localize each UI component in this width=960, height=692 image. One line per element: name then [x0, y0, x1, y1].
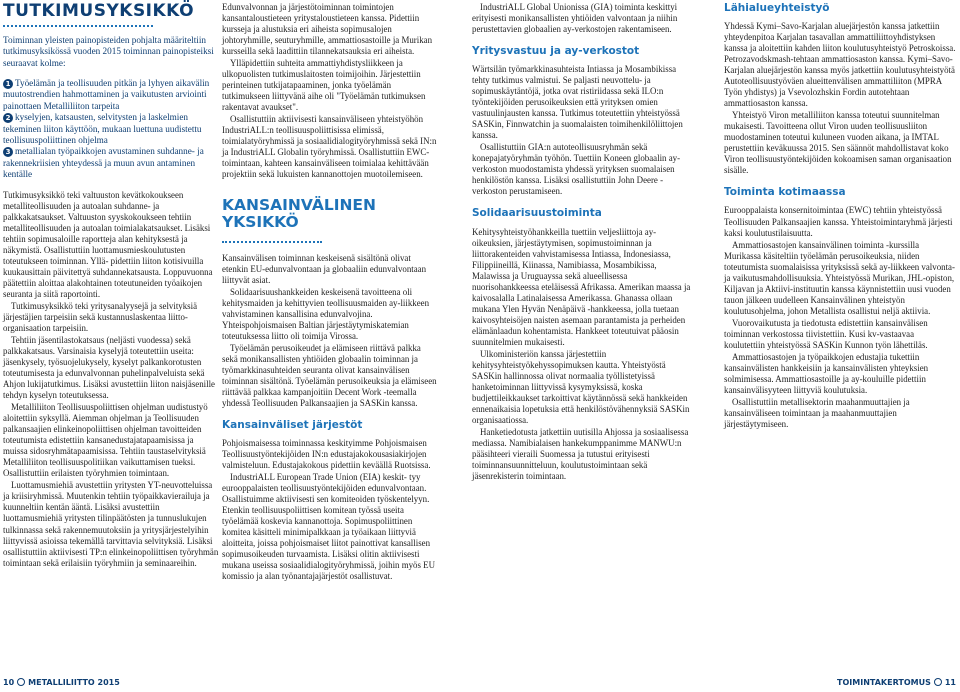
circle-icon [934, 678, 942, 686]
intro-block [3, 35, 219, 190]
subheading-corporate-responsibility: Yritysvastuu ja ay-verkostot [472, 45, 640, 58]
body-paragraph: Vuorovaikutusta ja tiedotusta edistettiin kansainvälisen toiminnan verkostossa tiivistettiin. Kusi kv-vastaavaa koulutettiin yhteistyössä SASKin Kunnon työn lähettiläs. [724, 317, 928, 350]
body-paragraph: IndustriALL Global Unionissa (GIA) toiminta keskittyi erityisesti monikansallisten yhtiöiden valvontaan ja niihin perustettavien globaalien ay-verkostojen rakentamiseen. [472, 2, 678, 35]
footer-left [3, 678, 120, 687]
body-paragraph: Työelämän perusoikeudet ja elämiseen riittävä palkka sekä monikansallisten yhtiöiden globaalin toiminnan ja työmarkkinasuhteiden seuranta olivat kansainvälisen toiminnan sisältönä. Työelämän perusoikeuksia ja elämiseen riittävää palkkaa kampanjoitiin Decent Work -teemalla yhdessä Teollisuuden Palkansaajien ja SASKin kanssa. [222, 342, 437, 408]
body-paragraph: Ulkoministeriön kanssa järjestettiin kehitysyhteistyökehyssopimuksen kautta. Yhteistyöstä SASKin hallinnossa olivat normaalia työllistetyissä hanketoiminnan liittyvissä kysymyksissä, koska budjettileikkaukset tarkoittivat käytännössä sekä hankkeiden ennenaikaisia lopetuksia että henkilöstövähennyksiä SASKin organisaatiossa. [472, 348, 690, 426]
body-paragraph: Kansainvälisen toiminnan keskeisenä sisältönä olivat etenkin EU-edunvalvontaan ja globaaliin edunvalvontaan liittyvät asiat. [222, 252, 427, 285]
priority-item-3: 3 metallialan työpaikkojen avustaminen suhdanne- ja rakennekriisien yhteydessä ja muun avun antaminen kentälle [3, 146, 204, 180]
column-1 [3, 2, 219, 570]
section-divider [222, 241, 322, 243]
body-paragraph: Hanketiedotusta jatkettiin uutisilla Ahjossa ja sosiaalisessa mediassa. Namibialaisen hankekumppanimme MANWU:n pääsihteeri vieraili Suomessa ja tutustui erityisesti toiminnansuunnitteluun, koulutustoimintaan sekä jäsenrekisterin toimintaan. [472, 427, 689, 482]
footer-report-title: TOIMINTAKERTOMUS [837, 678, 931, 687]
body-paragraph: Edunvalvonnan ja järjestötoiminnan toimintojen kansantaloustieteen yritystaloustieteen kanssa. Pidettiin kursseja ja alustuksia eri aiheista sopimusalojen johtoryhmille, seuturyhmille, ammattiosastoille ja Murikan kursseilla sekä laadittiin tilannekatsauksia eri aiheista. [222, 2, 433, 57]
page-number-left: 10 [3, 678, 15, 687]
body-paragraph: IndustriALL European Trade Union (EIA) keskit- tyy eurooppalaisten teollisuustyöntekijöiden edunvalvontaan. Osallistuimme aktiivisesti sen komiteoiden työskentelyyn. Etenkin teollisuuspoliittisen komitean työssä useita työelämää koskevia kannanottoja. Sopimuspoliittinen komitea käsitteli minimipalkkaan ja työaikaan liittyviä aloitteita, joissa pohjoismaiset liitot painottivat kansallisen sopimusoikeuden turvaamista. Lisäksi olitin aktiivisesti mukana useissa sosiaalidialogityöryhmissä, joihin myös EU komissio ja alan työnantajajärjestöt osallistuvat. [222, 472, 435, 582]
body-paragraph: Yhdessä Kymi–Savo-Karjalan aluejärjestön kanssa jatkettiin yhteydenpitoa Karjalan tasavallan ammattiliittoyhdistyksen kanssa ja aloitettiin kahden liiton koulutusyhteistyö Petroskoissa. Petrozavodskmash-tehtaan ammattiosaston kanssa. Kymi–Savo-Karjalan aluejärjestön kanssa myös jatkettiin koulutusyhteistyötä Autoteollisuustyöväen alueittenvälisen ammattiliiton (MPRA Työn yhdistys) ja Vsevolozhskin Fordin autotehtaan ammattiosaston kanssa. [724, 21, 956, 109]
page-number-right: 11 [944, 678, 956, 687]
subheading-domestic: Toiminta kotimaassa [724, 186, 846, 199]
body-paragraph: Tehtiin jäsentilastokatsaus (neljästi vuodessa) sekä palkkakatsaus. Varsinaisia kyselyjä toteutettiin useita: jäsenkysely, työsuojelukysely, kyselyt palkankorotusten toteutumisesta ja edunvalvonnan puhelinpalveluista sekä Ahjon lukijatutkimus. Lisäksi avustettiin liiton naisjäsenille tehdyn kyselyn toteutuksessa. [3, 334, 215, 401]
body-paragraph: Metalliliiton Teollisuuspoliittisen ohjelman uudistustyö aloitettiin syksyllä. Aiemman ohjelman ja Teollisuuden palkansaajien elinkeinopoliittisen ohjelman tavoitteiden toteutumista edistettiin kansanedustajatapaamisissa ja muissa sidosryhmätapaamisissa. Tehtiin taustaselvityksiä Metalliliiton teollisuuspolitiikan vaikuttamisen tueksi. Osallistuttiin erilaisten työryhmien toimintaan. [3, 402, 208, 479]
body-paragraph: Ammattiosastojen kansainvälinen toiminta -kurssilla Murikassa käsiteltiin työelämän perusoikeuksia, niiden toteutumista suomalaisissa yrityksissä sekä ay-liikkeen valvonta- ja vaikutusmahdollisuuksia. Yhteistyössä Murikan, JHL-opiston, Kiljavan ja Aktiivi-instituutin kanssa käynnistettiin uusi vuoden tauon jälkeen uudelleen Kansainvälinen yhteistyön koulutusohjelma, johon Metallista osallistui neljä aktiivia. [724, 239, 955, 316]
number-2-icon: 2 [3, 113, 13, 123]
body-paragraph: Osallistuttiin aktiivisesti kansainväliseen yhteistyöhön IndustriALL:n teollisuuspoliittisissa elimissä, toimialatyöryhmissä ja sosiaalidialogityöryhmissä sekä IN:n ja IndustriALL Globalin työryhmissä. Osallistuttiin EWC-toimintaan, kahteen kansainväliseen toimialaa kehittävään projektiin sekä lukuisten kannanottojen muotoilemiseen. [222, 114, 437, 180]
subheading-solidarity: Solidaarisuustoiminta [472, 207, 602, 220]
footer-right [837, 678, 956, 687]
subheading-organisations: Kansainväliset järjestöt [222, 419, 363, 432]
circle-icon [17, 678, 25, 686]
body-paragraph: Osallistuttiin metallisektorin maahanmuuttajien ja kansainväliseen toimintaan ja maahanmuuttajien järjestäytymiseen. [724, 397, 910, 430]
section-title-international: KANSAINVÄLINEN YKSIKKÖ [222, 195, 376, 231]
priority-item-2: 2 kyselyjen, katsausten, selvitysten ja laskelmien tekeminen liiton käyttöön, mukaan luettuna uudistettu teollisuuspoliittinen ohjelma [3, 112, 202, 145]
body-paragraph: Solidaarisuushankkeiden keskeisenä tavoitteena oli kehitysmaiden ja kehittyvien teollisuusmaiden ay-liikkeen vahvistaminen kansallisina edunvalvojina. Yhteispohjoismaisen Baltian järjestäytymiskatemian toteutuksessa liitto oli toimija Virossa. [222, 286, 430, 341]
number-3-icon: 3 [3, 147, 13, 157]
page-title: TUTKIMUSYKSIKKÖ [3, 1, 195, 21]
body-paragraph: Kehitysyhteistyöhankkeilla tuettiin veljesliittoja ay-oikeuksien, järjestäytymisen, sopimustoiminnan ja liittorakenteiden vahvistamisessa Intiassa, Indonesiassa, Filippiineillä, Kiinassa, Namibiassa, Mosambikissa, Malawissa ja Uruguayssa sekä alueellisessa nuorisohankkeessa eteläisessä Afrikassa. Amerikan maassa ja kaivosalalla Latinalaisessa Amerikassa. Ghanassa ollaan mukana Ylen Hyvän Nenäpäivä -hankkeessa, jolla tuetaan kaivosyhteisöjen naisten asemaan parantamista ja perheiden elämänlaadun kohentamista. Hankkeet toteutuivat pääosin suunnitelmien mukaisesti. [472, 226, 691, 347]
body-paragraph: Ammattiosastojen ja työpaikkojen edustajia tukettiin kansainvälisten hankkeisiin ja kansainvälisten yhteyksien solmimisessa. Ammattiosastoille ja ay-kouluille pidettiin kansainvälisyyteen liittyviä koulutuksia. [724, 351, 929, 395]
priority-item-1: 1 Työelämän ja teollisuuden pitkän ja lyhyen aikavälin muutostrendien hahmottaminen ja vaikutusten arviointi painottaen Metalliliiton tarpeita [3, 77, 210, 111]
intro-text: Toiminnan yleisten painopisteiden pohjalta määriteltiin tutkimusyksikössä vuoden 2015 toiminnan painopisteiksi seuraavat kolme: [3, 34, 214, 68]
column-4 [724, 2, 956, 431]
body-paragraph: Eurooppalaista konsernitoimintaa (EWC) tehtiin yhteistyössä Teollisuuden Palkansaajien kanssa. Yhteistoimintaryhmä järjesti kaksi koulutustilaisuutta. [724, 205, 953, 238]
subheading-regional-cooperation: Lähialueyhteistyö [724, 2, 830, 14]
column-3 [472, 2, 692, 483]
body-paragraph: Osallistuttiin GIA:n autoteollisuusryhmän sekä konepajatyöryhmän työhön. Tuettiin Koneen globaalin ay-verkoston muodostamista yhdessä yrityksen suomalaisen henkilöstön kanssa. Lisäksi osallistuttiin John Deere -verkoston perustamiseen. [472, 142, 681, 197]
body-paragraph: Wärtsilän työmarkkinasuhteista Intiassa ja Mosambikissa tehty tutkimus valmistui. Se paljasti neuvottelu- ja sopimuskäytäntöjä, jotka ovat ristiriidassa sekä ILO:n työntekijöiden perusoikeuksien että yrityksen omien vastuulinjausten kanssa. Tutkimus toteutettiin yhteistyössä SASKin, Finnwatchin ja suomalaisten toimihenkilöliittojen kanssa. [472, 64, 683, 141]
body-paragraph: Ylläpidettiin suhteita ammattiyhdistysliikkeen ja ulkopuolisten tutkimuslaitosten toimijoihin. Järjestettiin perinteinen tutkijatapaaminen, jonka työelämän tutkimukseen liittyvänä aihe oli "Työelämän tutkimuksen rakentavat avaukset". [222, 58, 426, 113]
number-1-icon: 1 [3, 79, 13, 89]
body-paragraph: Pohjoismaisessa toiminnassa keskityimme Pohjoismaisen Teollisuustyöntekijöiden IN:n edustajakokousasiakirjojen valmisteluun. Edustajakokous pidettiin keväällä Ruotsissa. [222, 438, 431, 471]
page-footer [0, 676, 960, 690]
body-paragraph: Yhteistyö Viron metalliliiton kanssa toteutui suunnitelman mukaisesti. Tavoitteena ollut Viron uuden teollisuusliiton muodostaminen toteutui kuluneen vuoden aikana, ja IMTAL perustettiin keväkuussa 2015. Sen säännöt mahdollistavat koko Viron teollisuustyöntekijöiden kokoamisen saman organisaation sisälle. [724, 110, 952, 176]
footer-publication: METALLILIITTO 2015 [28, 678, 120, 687]
column-2 [222, 2, 437, 583]
body-paragraph: Tutkimusyksikkö teki yritysanalyysejä ja selvityksiä järjestäjien tarpeisiin sekä kustannuslaskentaa liitto-organisaation tarpeisiin. [3, 300, 198, 333]
body-paragraph: Luottamusmiehiä avustettiin yritysten YT-neuvotteluissa ja kriisiryhmissä. Muutenkin tehtiin työpaikkavierailuja ja kuunneltiin kentän ääntä. Lisäksi avustettiin luottamusmiehiä yritysten tilinpäätösten ja tunnuslukujen tulkinnassa sekä rakennemuutoksiin ja yritysjärjestelyihin liittyvissä asioissa tekemällä tarvittavia selvityksiä. Lisäksi osallistuttiin aktiivisesti TP:n elinkeinopoliittisen työryhmän toimintaan sekä erilaisiin työryhmiin ja seminaareihin. [3, 480, 219, 568]
title-divider [3, 25, 153, 27]
body-paragraph: Tutkimusyksikkö teki valtuuston kevätkokoukseen metalliteollisuuden ja autoalan suhdanne- ja palkkakatsaukset. Valtuuston syyskokoukseen tehtiin metalliteollisuuden ja autoalan toimialakatsaukset. Lisäksi tehtiin sopimusaloille raportteja alan kehityksestä ja näkymistä. Osallistuttiin luottamusmieskoulutusten toteutukseen toiminnan. Yllä- pidettiin liiton kotisivuilla kuukausittain päivitettyä suhdannekatsausta. Loppuvuonna päätettiin aloittaa alakohtainen toteutuneiden työaikojen seuranta ja siitä raportointi. [3, 189, 213, 299]
